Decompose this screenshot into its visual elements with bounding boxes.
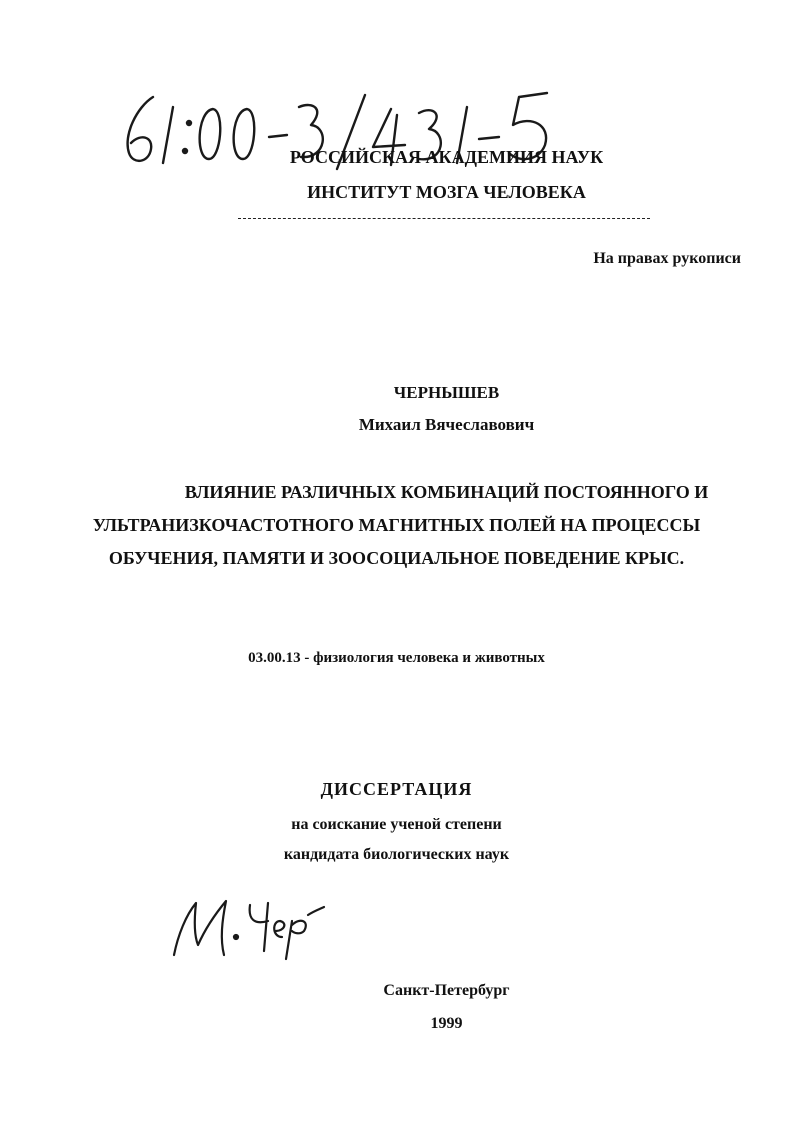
- author-names: Михаил Вячеславович: [358, 415, 535, 434]
- institute-name: ИНСТИТУТ МОЗГА ЧЕЛОВЕКА: [307, 182, 586, 202]
- dissertation-label: ДИССЕРТАЦИЯ: [320, 779, 473, 799]
- dissertation-title-line: УЛЬТРАНИЗКОЧАСТОТНОГО МАГНИТНЫХ ПОЛЕЙ НА ПРОЦЕССЫ: [92, 515, 701, 535]
- dashed-divider: [238, 218, 650, 219]
- academy-name: РОССИЙСКАЯ АКАДЕМИИЯ НАУК: [289, 147, 604, 167]
- degree-line: кандидата биологических наук: [283, 846, 510, 863]
- author-surname: ЧЕРНЫШЕВ: [393, 383, 500, 402]
- handwritten-signature: [168, 885, 328, 965]
- rights-note: На правах рукописи: [593, 250, 741, 267]
- specialty-code: 03.00.13 - физиология человека и животных: [248, 650, 545, 666]
- dissertation-title-line: ВЛИЯНИЕ РАЗЛИЧНЫХ КОМБИНАЦИЙ ПОСТОЯННОГО И: [184, 482, 709, 502]
- place-of-publication: Санкт-Петербург: [383, 982, 510, 999]
- dissertation-title-line: ОБУЧЕНИЯ, ПАМЯТИ И ЗООСОЦИАЛЬНОЕ ПОВЕДЕНИЕ КРЫС.: [108, 548, 685, 568]
- publication-year: 1999: [430, 1015, 463, 1032]
- degree-line: на соискание ученой степени: [291, 816, 502, 833]
